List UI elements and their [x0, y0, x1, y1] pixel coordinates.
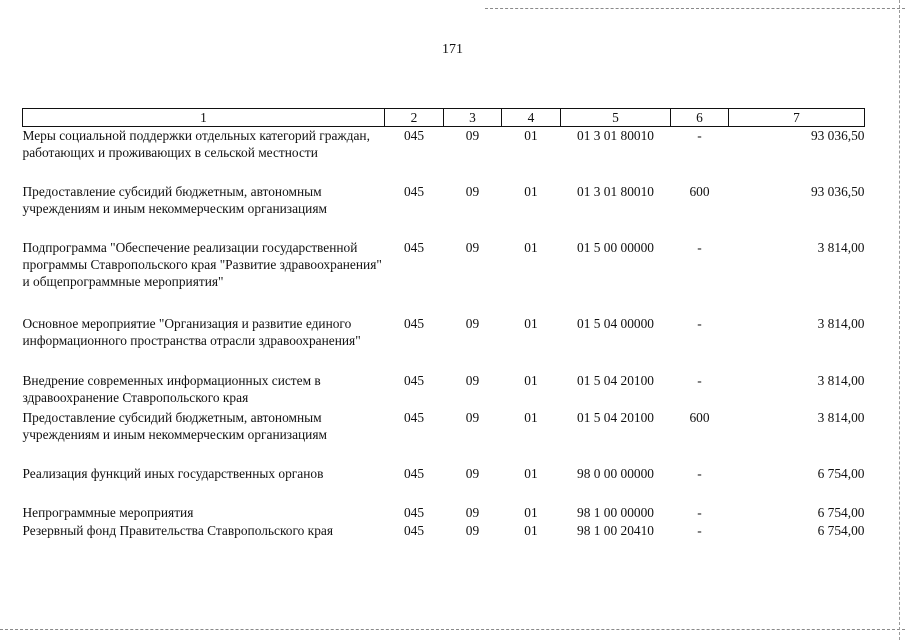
row-amount: 3 814,00: [817, 372, 865, 388]
row-subsection: 01: [524, 315, 538, 331]
page-number: 171: [442, 42, 463, 57]
row-name: Резервный фонд Правительства Ставропольского края: [22, 522, 333, 538]
row-code: 045: [403, 239, 425, 255]
column-header: 3: [444, 109, 502, 127]
row-subsection: 01: [524, 465, 538, 481]
row-code: 045: [403, 315, 425, 331]
table-row: [23, 315, 865, 372]
table-row: [23, 504, 865, 522]
row-type: 600: [689, 409, 710, 425]
row-code: 045: [403, 465, 425, 481]
row-amount: 6 754,00: [817, 465, 865, 481]
row-target: 98 0 00 00000: [577, 465, 654, 481]
row-section: 09: [465, 504, 480, 520]
row-target: 01 5 04 20100: [577, 372, 654, 388]
table-row: [23, 127, 865, 183]
table-row: [23, 522, 865, 540]
row-code: 045: [403, 522, 425, 538]
budget-table: [22, 108, 865, 540]
row-type: 600: [689, 183, 710, 199]
row-name: Меры социальной поддержки отдельных категорий граждан, работающих и проживающих в сельской местности: [22, 128, 370, 160]
row-name: Подпрограмма "Обеспечение реализации государственной программы Ставропольского края "Развитие здравоохранения" и общепрограммные мероприятия": [22, 239, 382, 289]
row-name: Основное мероприятие "Организация и развитие единого информационного пространства отрасли здравоохранения": [22, 315, 361, 348]
scan-artifact-bottom-line: [0, 629, 905, 630]
row-code: 045: [403, 128, 425, 143]
row-code: 045: [403, 183, 425, 199]
row-name: Непрограммные мероприятия: [22, 504, 194, 520]
row-amount: 93 036,50: [810, 128, 865, 143]
row-target: 01 5 00 00000: [577, 239, 654, 255]
row-name: Реализация функций иных государственных органов: [22, 465, 324, 481]
row-code: 045: [403, 409, 425, 425]
row-subsection: 01: [524, 504, 538, 520]
row-subsection: 01: [524, 409, 538, 425]
row-target: 01 5 04 20100: [577, 409, 654, 425]
row-target: 01 3 01 80010: [577, 128, 654, 143]
row-subsection: 01: [524, 239, 538, 255]
row-section: 09: [465, 372, 480, 388]
row-subsection: 01: [524, 183, 538, 199]
row-name: Предоставление субсидий бюджетным, автономным учреждениям и иным некоммерческим организациям: [22, 183, 327, 216]
table-row: [23, 465, 865, 504]
row-section: 09: [465, 465, 480, 481]
row-amount: 93 036,50: [810, 183, 865, 199]
row-type: -: [697, 504, 702, 520]
column-header: 5: [561, 109, 671, 127]
column-number-row: [23, 109, 865, 127]
row-target: 98 1 00 00000: [577, 504, 654, 520]
row-subsection: 01: [524, 522, 538, 538]
scan-artifact-top-line: [485, 8, 905, 9]
column-header: 7: [729, 109, 865, 127]
row-name: Внедрение современных информационных систем в здравоохранение Ставропольского края: [22, 372, 321, 405]
row-name: Предоставление субсидий бюджетным, автономным учреждениям и иным некоммерческим организациям: [22, 409, 327, 442]
row-section: 09: [465, 315, 480, 331]
row-type: -: [697, 372, 702, 388]
row-type: -: [697, 239, 702, 255]
row-section: 09: [465, 239, 480, 255]
row-type: -: [697, 522, 702, 538]
column-header: 6: [671, 109, 729, 127]
row-code: 045: [403, 372, 425, 388]
row-target: 01 3 01 80010: [577, 183, 654, 199]
row-target: 01 5 04 00000: [577, 315, 654, 331]
row-subsection: 01: [524, 372, 538, 388]
row-section: 09: [465, 128, 480, 143]
row-section: 09: [465, 522, 480, 538]
column-header: 2: [385, 109, 444, 127]
row-type: -: [697, 128, 702, 143]
row-subsection: 01: [524, 128, 538, 143]
column-header: 1: [23, 109, 385, 127]
row-target: 98 1 00 20410: [577, 522, 654, 538]
row-type: -: [697, 465, 702, 481]
row-amount: 3 814,00: [817, 239, 865, 255]
row-section: 09: [465, 183, 480, 199]
table-row: [23, 409, 865, 465]
row-code: 045: [403, 504, 425, 520]
table-row: [23, 239, 865, 315]
scan-artifact-right-edge: [899, 0, 900, 640]
row-amount: 6 754,00: [817, 504, 865, 520]
row-type: -: [697, 315, 702, 331]
column-header: 4: [502, 109, 561, 127]
row-amount: 3 814,00: [817, 409, 865, 425]
table-row: [23, 183, 865, 239]
table-row: [23, 372, 865, 409]
row-amount: 3 814,00: [817, 315, 865, 331]
row-section: 09: [465, 409, 480, 425]
row-amount: 6 754,00: [817, 522, 865, 538]
